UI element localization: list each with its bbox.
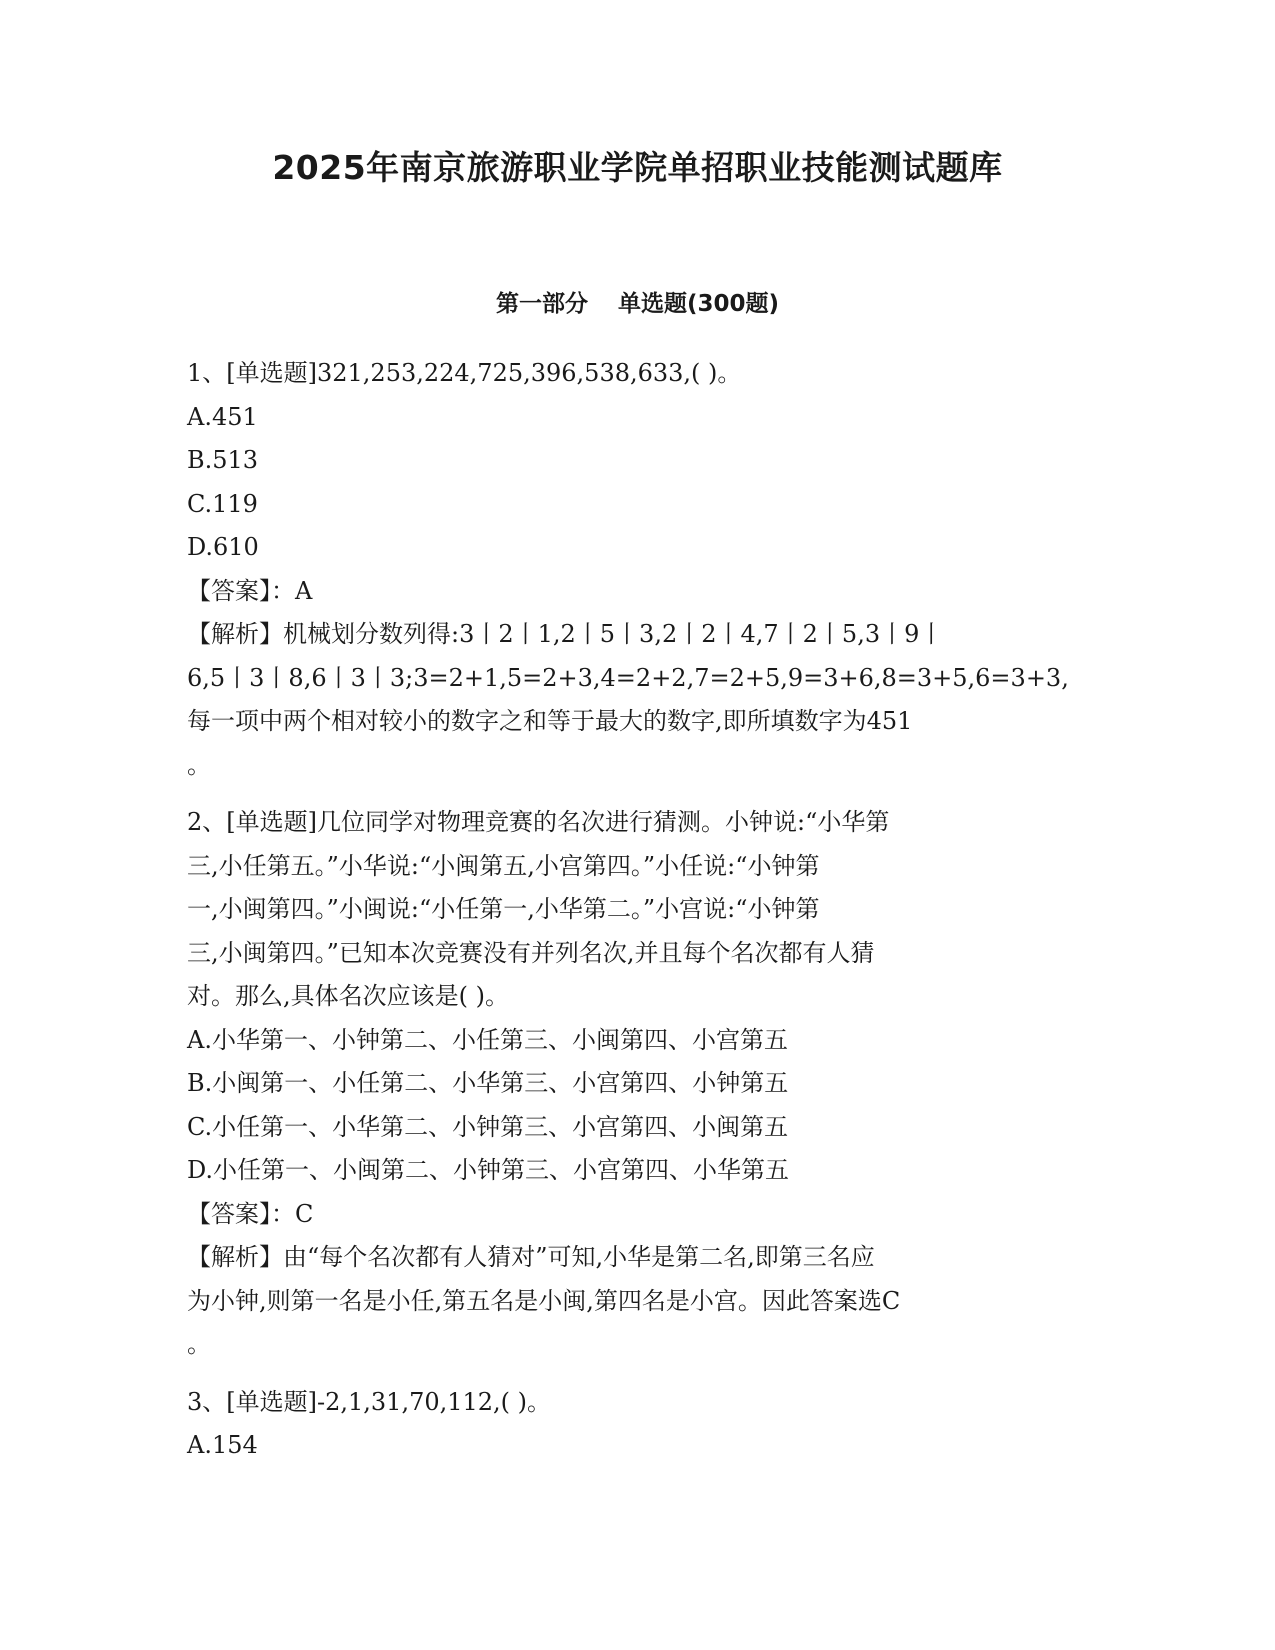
analysis-line: 。 — [187, 1330, 211, 1358]
question-1 — [187, 352, 1067, 787]
question-stem: 三,小任第五。”小华说:“小闽第五,小宫第四。”小任说:“小钟第 — [187, 851, 820, 880]
answer-line: 【答案】：C — [187, 1199, 314, 1228]
analysis-line: 【解析】由“每个名次都有人猜对”可知,小华是第二名,即第三名应 — [187, 1243, 875, 1271]
answer-line: 【答案】：A — [187, 576, 313, 605]
option-b: B.513 — [187, 446, 259, 474]
option-a: A.451 — [187, 402, 258, 431]
question-list — [187, 352, 1067, 1468]
document-title: 2025年南京旅游职业学院单招职业技能测试题库 — [272, 148, 1003, 187]
analysis-line: 为小钟,则第一名是小任,第五名是小闽,第四名是小宫。因此答案选C — [187, 1286, 901, 1315]
section-type-label: 单选题(300题) — [617, 291, 780, 317]
question-stem: 3、[单选题]-2,1,31,70,112,( )。 — [187, 1387, 552, 1416]
section-title — [0, 288, 1275, 320]
question-stem: 1、[单选题]321,253,224,725,396,538,633,( )。 — [187, 359, 742, 387]
option-b: B.小闽第一、小任第二、小华第三、小宫第四、小钟第五 — [187, 1069, 789, 1097]
question-stem: 三,小闽第四。”已知本次竞赛没有并列名次,并且每个名次都有人猜 — [187, 938, 875, 967]
option-c: C.小任第一、小华第二、小钟第三、小宫第四、小闽第五 — [187, 1112, 789, 1141]
question-2 — [187, 801, 1067, 1367]
question-3 — [187, 1381, 1067, 1468]
option-c: C.119 — [187, 489, 258, 518]
option-a: A.小华第一、小钟第二、小任第三、小闽第四、小宫第五 — [187, 1025, 788, 1054]
section-part-label: 第一部分 — [495, 291, 588, 317]
question-stem: 一,小闽第四。”小闽说:“小任第一,小华第二。”小宫说:“小钟第 — [187, 895, 820, 923]
option-a: A.154 — [187, 1431, 258, 1459]
option-d: D.小任第一、小闽第二、小钟第三、小宫第四、小华第五 — [187, 1156, 790, 1184]
question-stem: 2、[单选题]几位同学对物理竞赛的名次进行猜测。小钟说:“小华第 — [187, 808, 890, 836]
analysis-line: 每一项中两个相对较小的数字之和等于最大的数字,即所填数字为451 — [187, 707, 913, 735]
analysis-line: 【解析】机械划分数列得:3丨2丨1,2丨5丨3,2丨2丨4,7丨2丨5,3丨9丨 — [187, 620, 944, 648]
question-stem: 对。那么,具体名次应该是( )。 — [187, 982, 509, 1010]
analysis-line: 6,5丨3丨8,6丨3丨3;3=2+1,5=2+3,4=2+2,7=2+5,9=3+6,8=3+5,6=3+3, — [187, 663, 1069, 692]
option-d: D.610 — [187, 533, 259, 561]
analysis-line: 。 — [187, 750, 211, 779]
